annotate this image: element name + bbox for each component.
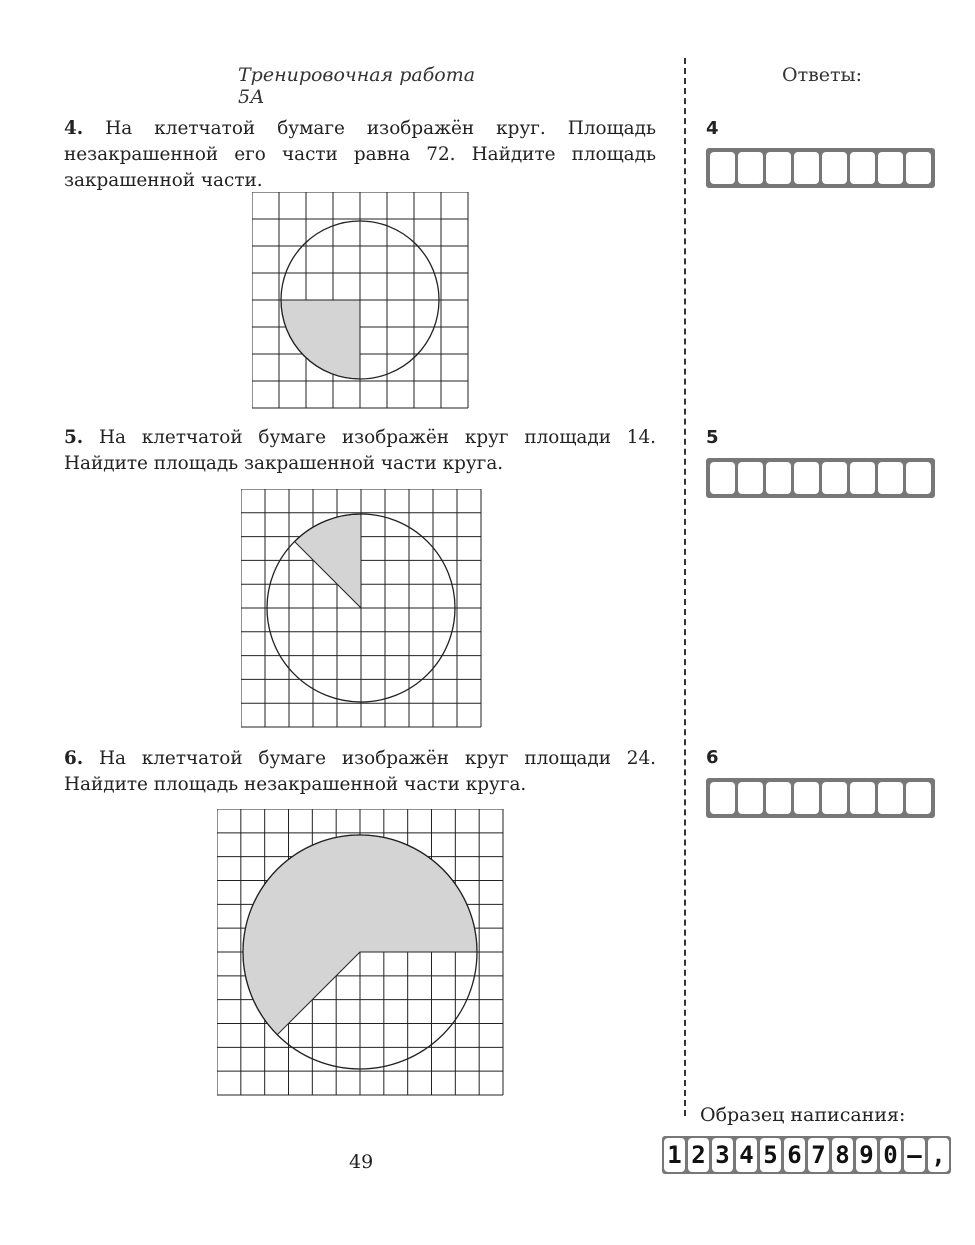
answer-label-5: 5 — [706, 427, 719, 448]
sample-char: 7 — [808, 1138, 829, 1172]
task-5-figure — [241, 489, 482, 729]
answer-cell[interactable] — [738, 782, 763, 814]
answer-cell[interactable] — [878, 782, 903, 814]
answers-heading: Ответы: — [782, 64, 863, 86]
answer-cell[interactable] — [822, 152, 847, 184]
answer-cell[interactable] — [906, 462, 931, 494]
answer-cell[interactable] — [850, 152, 875, 184]
answer-cell[interactable] — [710, 462, 735, 494]
sample-char: 5 — [760, 1138, 781, 1172]
sample-writing-label: Образец написания: — [700, 1104, 906, 1126]
dashed-divider — [684, 58, 686, 1116]
answer-cell[interactable] — [738, 152, 763, 184]
answer-boxes-6[interactable] — [706, 778, 935, 818]
sample-writing-row — [662, 1136, 951, 1174]
page-number: 49 — [349, 1151, 374, 1173]
task-5-number: 5. — [64, 427, 84, 448]
answer-cell[interactable] — [850, 462, 875, 494]
task-5-text: На клетчатой бумаге изображён круг площади 14. Найдите площадь закрашенной части круга. — [64, 427, 656, 474]
sample-char: 6 — [784, 1138, 805, 1172]
task-6-figure — [217, 809, 504, 1097]
sample-char: 1 — [664, 1138, 685, 1172]
answer-cell[interactable] — [906, 782, 931, 814]
task-4-text: На клетчатой бумаге изображён круг. Площадь незакрашенной его части равна 72. Найдите площадь закрашенной части. — [64, 118, 656, 191]
answer-boxes-5[interactable] — [706, 458, 935, 498]
answer-cell[interactable] — [822, 462, 847, 494]
answer-label-4: 4 — [706, 118, 719, 139]
task-4-figure — [252, 192, 470, 410]
sample-char: 4 — [736, 1138, 757, 1172]
answer-cell[interactable] — [766, 152, 791, 184]
answer-cell[interactable] — [766, 462, 791, 494]
answer-cell[interactable] — [850, 782, 875, 814]
answer-cell[interactable] — [738, 462, 763, 494]
answer-cell[interactable] — [878, 152, 903, 184]
task-6 — [64, 746, 656, 798]
sample-char: – — [904, 1138, 925, 1172]
answer-cell[interactable] — [710, 152, 735, 184]
task-6-text: На клетчатой бумаге изображён круг площади 24. Найдите площадь незакрашенной части круга. — [64, 748, 656, 795]
task-4 — [64, 116, 656, 194]
task-6-number: 6. — [64, 748, 84, 769]
sample-char: 9 — [856, 1138, 877, 1172]
answer-cell[interactable] — [794, 462, 819, 494]
answer-cell[interactable] — [710, 782, 735, 814]
answer-boxes-4[interactable] — [706, 148, 935, 188]
sample-char: 2 — [688, 1138, 709, 1172]
sample-char: 8 — [832, 1138, 853, 1172]
task-5-shaded-sector — [295, 514, 362, 608]
answer-cell[interactable] — [878, 462, 903, 494]
answer-label-6: 6 — [706, 747, 719, 768]
answer-cell[interactable] — [794, 782, 819, 814]
worksheet-title: Тренировочная работа 5А — [238, 64, 476, 108]
answer-cell[interactable] — [906, 152, 931, 184]
task-4-number: 4. — [64, 118, 84, 139]
task-4-shaded-sector — [281, 300, 360, 379]
answer-cell[interactable] — [766, 782, 791, 814]
sample-char: 3 — [712, 1138, 733, 1172]
task-5 — [64, 425, 656, 477]
answer-cell[interactable] — [794, 152, 819, 184]
answer-cell[interactable] — [822, 782, 847, 814]
sample-char: 0 — [880, 1138, 901, 1172]
sample-char: , — [928, 1138, 949, 1172]
